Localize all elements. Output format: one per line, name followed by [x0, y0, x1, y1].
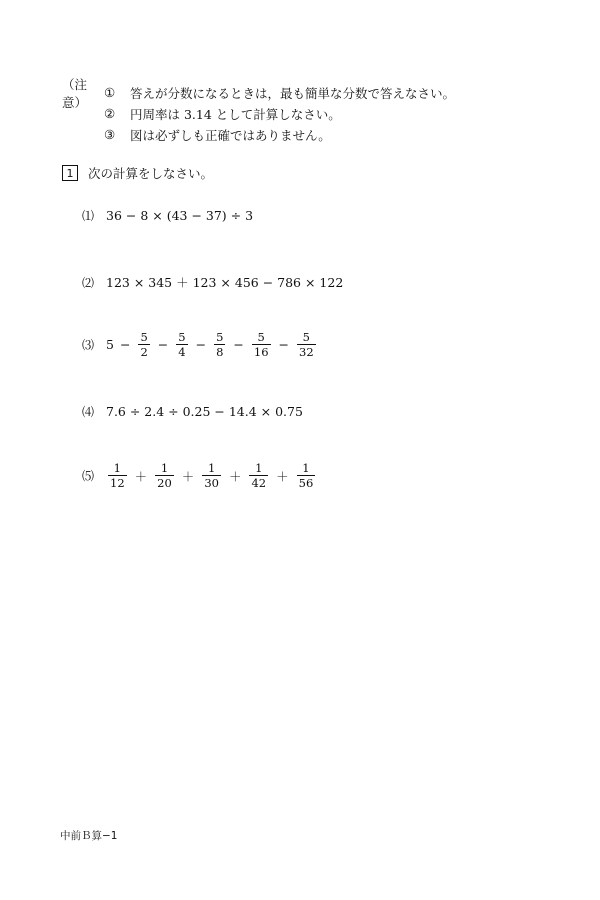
page-footer-code: 中前Ｂ算−1: [60, 830, 118, 842]
note-text: 円周率は 3.14 として計算しなさい。: [130, 106, 341, 122]
note-row-3: [62, 124, 455, 145]
denominator: 32: [299, 345, 314, 359]
notes-block: [62, 76, 456, 145]
denominator: 30: [204, 476, 219, 490]
plus-operator: ＋: [276, 468, 289, 484]
minus-operator: −: [233, 337, 244, 352]
problem-expression: 123 × 345 ＋ 123 × 456 − 786 × 122: [106, 275, 344, 290]
notes-label: （注意）: [62, 76, 88, 110]
denominator: 20: [157, 476, 172, 490]
section-instruction: 次の計算をしなさい。: [88, 166, 214, 181]
minus-operator: −: [278, 337, 289, 352]
problem-number: ⑵: [82, 275, 95, 290]
numerator: 5: [140, 330, 148, 344]
note-row-2: [62, 103, 455, 124]
fraction: [108, 461, 127, 490]
note-row-1: [62, 76, 456, 110]
minus-operator: −: [195, 337, 207, 352]
problem-3: [82, 330, 318, 359]
note-number: ③: [104, 127, 116, 142]
problem-number: ⑸: [82, 469, 95, 483]
fraction: [249, 461, 268, 490]
problem-expression: 7.6 ÷ 2.4 ÷ 0.25 − 14.4 × 0.75: [106, 404, 303, 419]
numerator: 1: [207, 461, 216, 475]
numerator: 1: [255, 461, 263, 475]
minus-operator: −: [119, 337, 131, 352]
problem-1: [82, 207, 253, 224]
fraction: [252, 330, 271, 359]
fraction: [214, 330, 225, 359]
numerator: 5: [257, 330, 265, 344]
note-number: ②: [104, 106, 116, 121]
fraction: [138, 330, 149, 359]
problem-number: ⑶: [82, 338, 95, 352]
minus-operator: −: [157, 337, 169, 352]
numerator: 5: [302, 330, 310, 344]
section-header: [62, 164, 213, 182]
problem-expression: [106, 461, 317, 490]
denominator: 2: [140, 345, 148, 359]
fraction: [202, 461, 221, 490]
fraction: [176, 330, 187, 359]
note-text: 図は必ずしも正確ではありません。: [130, 127, 331, 143]
plus-operator: ＋: [134, 468, 148, 484]
denominator: 16: [253, 345, 269, 359]
fraction: [155, 461, 174, 490]
numerator: 1: [302, 461, 310, 475]
fraction: [297, 461, 316, 490]
leading-number: 5: [106, 337, 114, 352]
fraction: [297, 330, 316, 359]
problem-5: [82, 461, 317, 490]
problem-number: ⑴: [82, 209, 95, 223]
problem-expression: [106, 330, 318, 359]
denominator: 8: [216, 345, 224, 359]
section-number-box: 1: [62, 165, 78, 181]
problem-2: [82, 273, 343, 291]
problem-expression: 36 − 8 × (43 − 37) ÷ 3: [106, 208, 254, 223]
problem-number: ⑷: [82, 405, 95, 419]
plus-operator: ＋: [228, 468, 242, 484]
note-number: ①: [104, 85, 116, 100]
numerator: 1: [113, 461, 121, 475]
denominator: 56: [298, 476, 314, 490]
numerator: 5: [216, 330, 224, 344]
denominator: 42: [251, 476, 267, 490]
note-text: 答えが分数になるときは，最も簡単な分数で答えなさい。: [130, 85, 456, 101]
problem-4: [82, 403, 303, 420]
denominator: 12: [110, 476, 125, 490]
numerator: 5: [178, 330, 186, 344]
denominator: 4: [178, 345, 186, 359]
numerator: 1: [160, 461, 169, 475]
plus-operator: ＋: [181, 468, 195, 484]
